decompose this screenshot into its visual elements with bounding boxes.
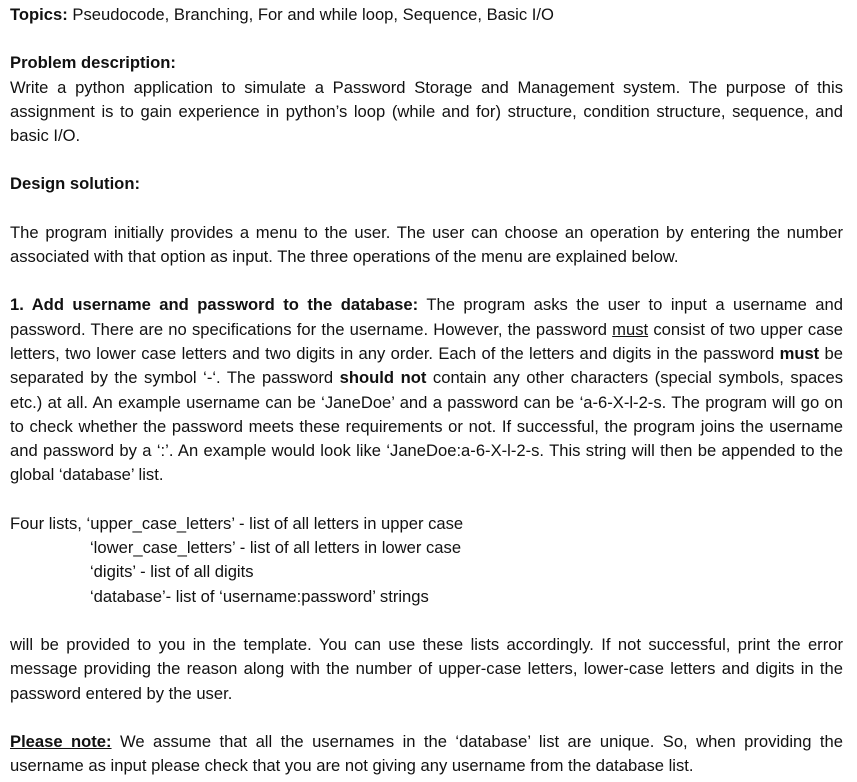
lists-line-1: Four lists, ‘upper_case_letters’ - list of all letters in upper case bbox=[10, 513, 464, 533]
note-label: Please note: bbox=[10, 731, 112, 751]
note-text: We assume that all the usernames in the ‘database’ list are unique. So, when providing the username as input please check that you are not giving any username from the database list. bbox=[10, 731, 843, 776]
operation-1-heading: 1. Add username and password to the database: bbox=[10, 295, 419, 315]
must-bold: must bbox=[779, 343, 820, 363]
topics-line bbox=[10, 3, 843, 27]
provided-text: will be provided to you in the template. You can use these lists accordingly. If not successful, print the error message providing the reason along with the number of upper-case letters, lower-case letters and digits in the password entered by the user. bbox=[10, 634, 843, 703]
lists-line-4: ‘database’- list of ‘username:password’ strings bbox=[90, 586, 429, 606]
note-paragraph bbox=[10, 730, 843, 779]
problem-text: Write a python application to simulate a Password Storage and Management system. The purpose of this assignment is to gain experience in python’s loop (while and for) structure, condition structure, sequence, and basic I/O. bbox=[10, 77, 843, 146]
topics-label: Topics: bbox=[10, 5, 68, 24]
problem-heading: Problem description: bbox=[10, 53, 176, 73]
topics-text: Pseudocode, Branching, For and while loop, Sequence, Basic I/O bbox=[67, 5, 554, 24]
should-not-bold: should not bbox=[339, 368, 427, 388]
lists-line-2: ‘lower_case_letters’ - list of all letters in lower case bbox=[90, 538, 462, 558]
must-underlined: must bbox=[612, 319, 649, 339]
intro-text: The program initially provides a menu to the user. The user can choose an operation by entering the number associated with that option as input. The three operations of the menu are explained below. bbox=[10, 222, 843, 267]
operation-1-paragraph: 1. Add username and password to the database: The program asks the user to input a username and password. There are no specifications for the username. However, the password must consist of two upper case letters, two lower case letters and two digits in any order. Each of the letters and digits in the password must be separated by the symbol ‘-‘. The password should not contain any other characters (special symbols, spaces etc.) at all. An example username can be ‘JaneDoe’ and a password can be ‘a-6-X-l-2-s. The program will go on to check whether the password meets these requirements or not. If successful, the program joins the username and password by a ‘:’. An example would look like ‘JaneDoe:a-6-X-l-2-s. This string will then be appended to the global ‘database’ list. bbox=[10, 295, 843, 485]
design-heading: Design solution: bbox=[10, 174, 140, 194]
lists-line-3: ‘digits’ - list of all digits bbox=[90, 562, 254, 582]
